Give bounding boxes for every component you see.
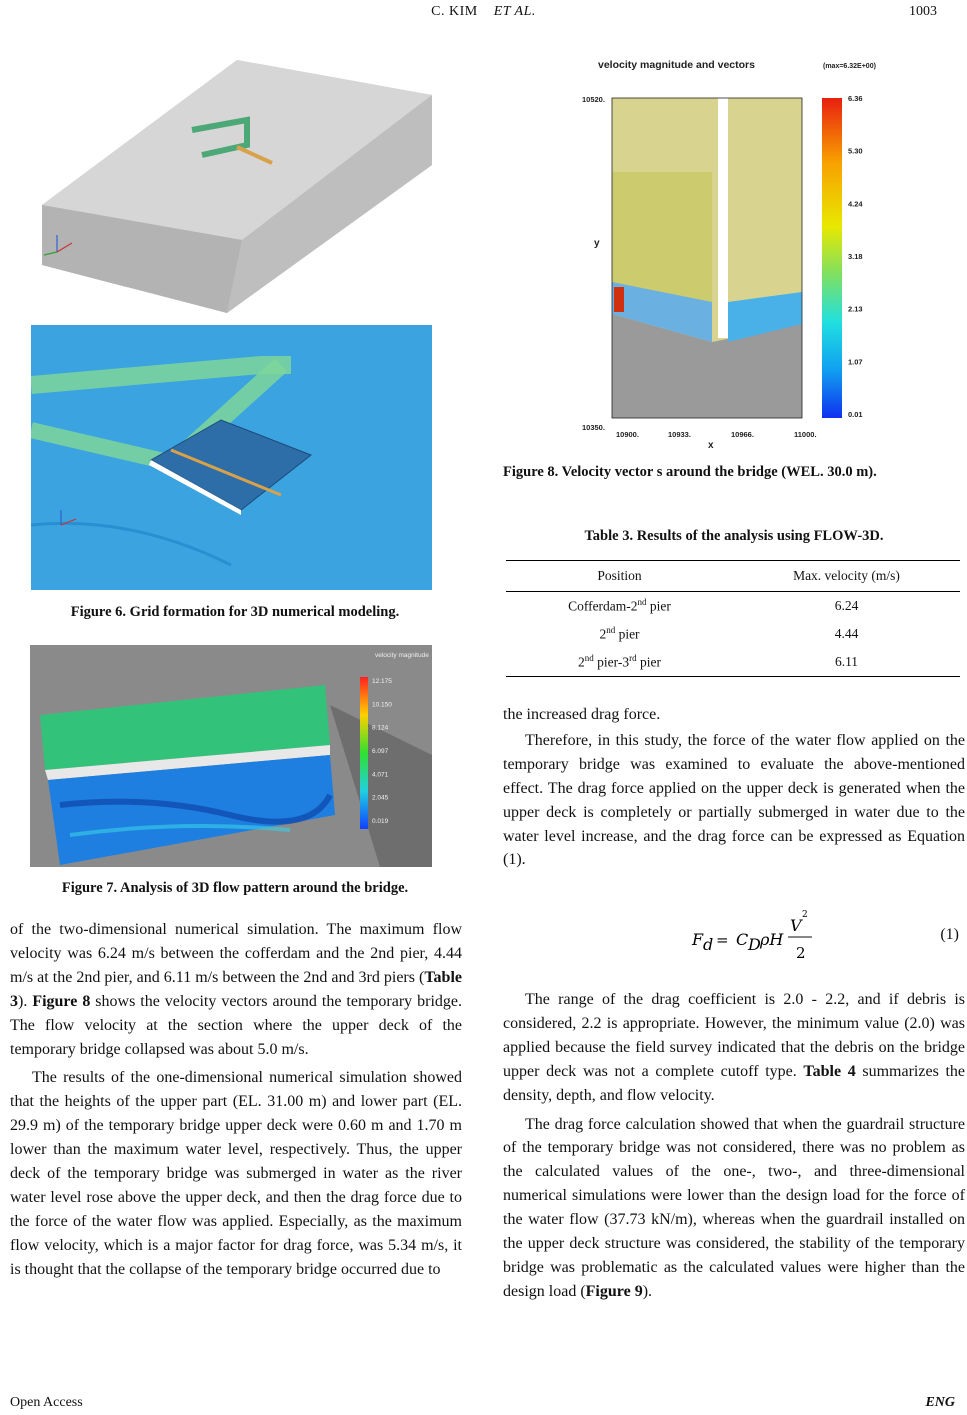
table-row <box>506 592 960 621</box>
svg-text:=: = <box>716 931 729 949</box>
left-paragraph-1: of the two-dimensional numerical simulation. The maximum flow velocity was 6.24 m/s between the cofferdam and the 2nd pier, 4.44 m/s at the 2nd pier, and 6.11 m/s between the 2nd and 3rd piers (Table 3). Figure 8 shows the velocity vectors around the temporary bridge. The flow velocity at the section where the upper deck of the temporary bridge collapsed was about 5.0 m/s. <box>10 921 463 1058</box>
figure6-caption: Figure 6. Grid formation for 3D numerical modeling. <box>70 604 400 620</box>
tick-label: 6.36 <box>848 94 863 103</box>
table3-header-velocity: Max. velocity (m/s) <box>733 561 960 592</box>
figure7-flow-render <box>30 645 432 867</box>
figure6-terrain-render <box>32 55 432 317</box>
drag-force-formula <box>690 905 820 965</box>
figure8-title: velocity magnitude and vectors <box>598 59 755 71</box>
right-column-text <box>503 703 965 872</box>
table-row <box>506 620 960 648</box>
svg-text:ρH: ρH <box>760 930 784 949</box>
tick-label: 10350. <box>582 423 605 432</box>
tick-label: 4.071 <box>372 771 389 779</box>
right-paragraph-1: the increased drag force. <box>503 706 661 723</box>
figure8-ylabel: y <box>594 238 600 249</box>
figure7-legend-title: velocity magnitude <box>375 652 429 659</box>
figure8-max-note: (max=6.32E+00) <box>823 63 876 70</box>
table4-ref[interactable]: Table 4 <box>803 1062 856 1080</box>
tick-label: 5.30 <box>848 146 863 156</box>
svg-text:F: F <box>692 930 704 949</box>
right-paragraph-4: The drag force calculation showed that when the guardrail structure of the temporary bridge was not considered, there was no problem as the calculated values of the one-, two-, and three-dimensional numerical simulations were lower than the design load for the force of the water flow (37.73 kN/m), whereas when the guardrail installed on the upper deck structure was considered, the stability of the temporary bridge was problematic as the calculated values were higher than the design load (Figure 9). <box>503 1115 965 1300</box>
figure6-mesh-render <box>31 325 432 590</box>
table3-ref[interactable]: Table 3 <box>10 968 462 1010</box>
table3 <box>506 560 960 677</box>
tick-label: 11000. <box>794 430 817 439</box>
figure8-vector-plot <box>568 52 898 452</box>
equation-1 <box>690 905 820 965</box>
svg-text:2: 2 <box>796 944 806 962</box>
left-paragraph-2: The results of the one-dimensional numerical simulation showed that the heights of the upper part (EL. 31.00 m) and lower part (EL. 29.9 m) of the temporary bridge upper deck were 0.60 m and 1.70 m lower than the maximum water level, respectively. Thus, the upper deck of the temporary bridge was submerged in water as the river water level rose above the upper deck, and then the drag force due to the force of the water flow was applied. Especially, as the maximum flow velocity, which is a major factor for drag force, was 5.34 m/s, it is thought that the collapse of the temporary bridge occurred due to <box>10 1069 462 1278</box>
right-paragraph-2: Therefore, in this study, the force of the water flow applied on the temporary bridge was examined to evaluate the above-mentioned effect. The drag force applied on the upper deck is generated when the upper deck is completely or partially submerged in water due to the water level increase, and the drag force can be expressed as Equation (1). <box>503 731 965 869</box>
table3-value: 6.24 <box>834 598 859 613</box>
svg-text:D: D <box>748 935 761 954</box>
right-paragraph-3: The range of the drag coefficient is 2.0 - 2.2, and if debris is considered, 2.2 is appropriate. However, the minimum value (2.0) was applied because the field survey indicated that the debris on the bridge upper deck was not a complete cutoff type. Table 4 summarizes the density, depth, and flow velocity. <box>503 991 965 1104</box>
table3-value: 4.44 <box>834 626 859 641</box>
svg-text:2: 2 <box>802 910 808 920</box>
figure8-caption: Figure 8. Velocity vector s around the bridge (WEL. 30.0 m). <box>503 464 877 480</box>
svg-text:V: V <box>790 916 802 935</box>
table3-position: 2nd pier-3rd pier <box>506 648 733 677</box>
svg-text:d: d <box>703 935 714 954</box>
table3-header-position: Position <box>506 561 733 592</box>
table3-header-row <box>506 561 960 592</box>
tick-label: 10520. <box>582 95 605 104</box>
running-header <box>0 4 967 20</box>
tick-label: 2.045 <box>372 794 389 802</box>
tick-label: 10900. <box>616 430 639 439</box>
footer-journal: ENG <box>925 1395 955 1410</box>
figure9-ref[interactable]: Figure 9 <box>585 1282 643 1300</box>
table3-position: Cofferdam-2nd pier <box>568 597 671 614</box>
table3-value: 6.11 <box>733 648 960 677</box>
tick-label: 6.097 <box>372 748 389 755</box>
tick-label: 10933. <box>668 430 691 439</box>
header-authors: C. KIM <box>431 4 478 19</box>
table-row <box>506 648 960 677</box>
equation-number: (1) <box>940 926 959 943</box>
tick-label: 0.019 <box>372 818 389 825</box>
right-column-text-lower <box>503 988 965 1304</box>
tick-label: 3.18 <box>848 252 863 261</box>
footer-open-access: Open Access <box>10 1395 83 1410</box>
tick-label: 2.13 <box>848 304 863 314</box>
figure7-caption: Figure 7. Analysis of 3D flow pattern around the bridge. <box>61 880 409 896</box>
figure8-xlabel: x <box>708 440 714 451</box>
figure8-ref[interactable]: Figure 8 <box>32 992 91 1010</box>
page-number: 1003 <box>909 4 937 19</box>
table3-title: Table 3. Results of the analysis using FLOW-3D. <box>584 528 884 544</box>
tick-label: 0.01 <box>848 410 863 419</box>
tick-label: 10.150 <box>372 701 392 709</box>
header-et-al: ET AL. <box>493 4 536 19</box>
svg-text:C: C <box>736 930 749 949</box>
tick-label: 10966. <box>731 430 754 439</box>
tick-label: 1.07 <box>848 357 863 367</box>
left-column-text <box>10 918 462 1282</box>
tick-label: 8.124 <box>372 724 389 732</box>
tick-label: 12.175 <box>372 678 392 685</box>
tick-label: 4.24 <box>848 199 863 209</box>
table3-position: 2nd pier <box>599 625 640 642</box>
